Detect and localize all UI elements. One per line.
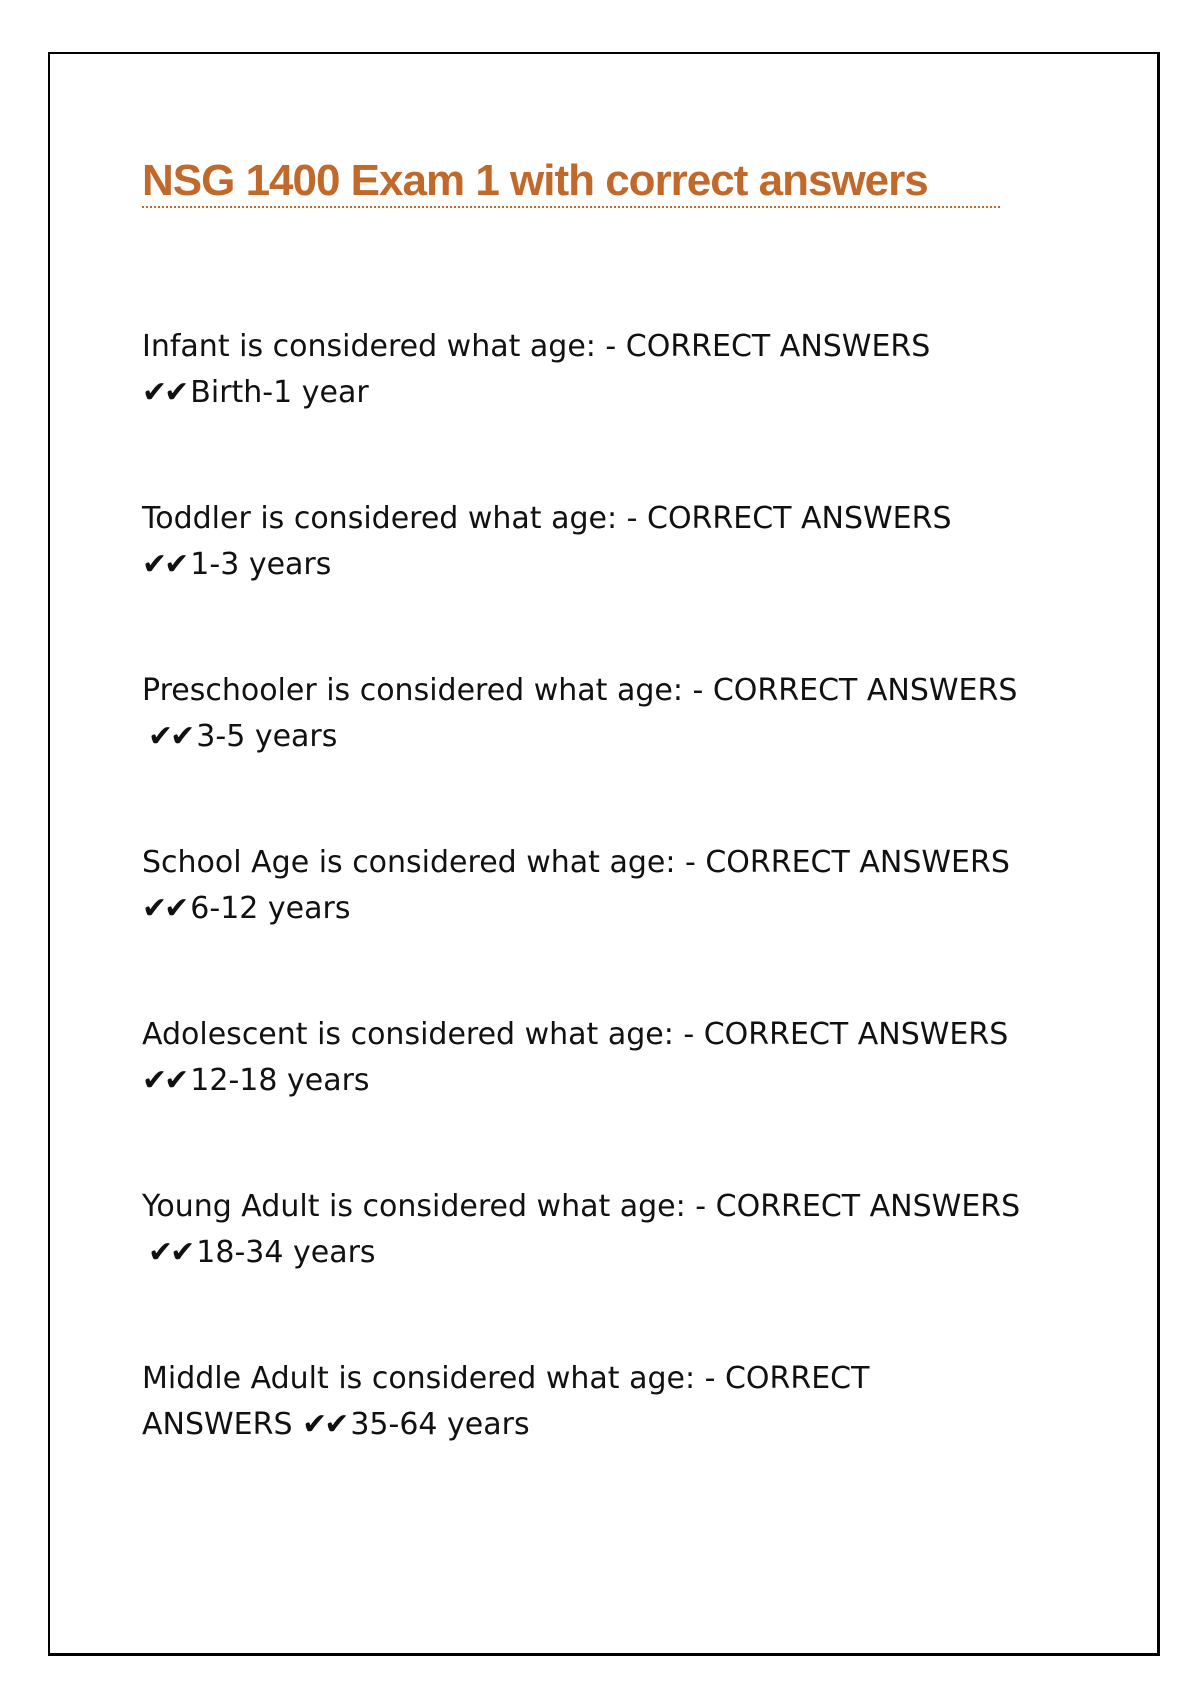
answer-text: 35-64 years [350, 1407, 530, 1442]
double-check-icon: ✔✔ [142, 547, 187, 582]
qa-item-infant [142, 324, 1102, 496]
double-check-icon: ✔✔ [148, 719, 193, 754]
question-text: School Age is considered what age: - CORRECT ANSWERS [142, 845, 1010, 880]
answer-text: Birth-1 year [190, 375, 369, 410]
question-text: Young Adult is considered what age: - CORRECT ANSWERS [142, 1189, 1021, 1224]
qa-item-middle-adult [142, 1356, 1102, 1528]
double-check-icon: ✔✔ [142, 375, 187, 410]
double-check-icon: ✔✔ [302, 1407, 347, 1442]
qa-list [142, 324, 1102, 1528]
double-check-icon: ✔✔ [142, 1063, 187, 1098]
question-text: Middle Adult is considered what age: - CORRECT [142, 1361, 870, 1396]
qa-item-adolescent [142, 1012, 1102, 1184]
double-check-icon: ✔✔ [142, 891, 187, 926]
answer-text: 12-18 years [190, 1063, 370, 1098]
qa-item-toddler [142, 496, 1102, 668]
qa-item-school-age [142, 840, 1102, 1012]
double-check-icon: ✔✔ [148, 1235, 193, 1270]
question-text: Preschooler is considered what age: - CORRECT ANSWERS [142, 673, 1018, 708]
question-text-continued: ANSWERS [142, 1407, 293, 1442]
document-title: NSG 1400 Exam 1 with correct answers [142, 156, 928, 205]
qa-item-preschooler [142, 668, 1102, 840]
question-text: Toddler is considered what age: - CORRECT ANSWERS [142, 501, 952, 536]
answer-text: 6-12 years [190, 891, 351, 926]
document-page [48, 52, 1160, 1656]
answer-text: 3-5 years [196, 719, 338, 754]
title-underline [142, 206, 1000, 208]
question-text: Infant is considered what age: - CORRECT ANSWERS [142, 329, 931, 364]
qa-item-young-adult [142, 1184, 1102, 1356]
question-text: Adolescent is considered what age: - CORRECT ANSWERS [142, 1017, 1009, 1052]
answer-text: 1-3 years [190, 547, 332, 582]
answer-text: 18-34 years [196, 1235, 376, 1270]
